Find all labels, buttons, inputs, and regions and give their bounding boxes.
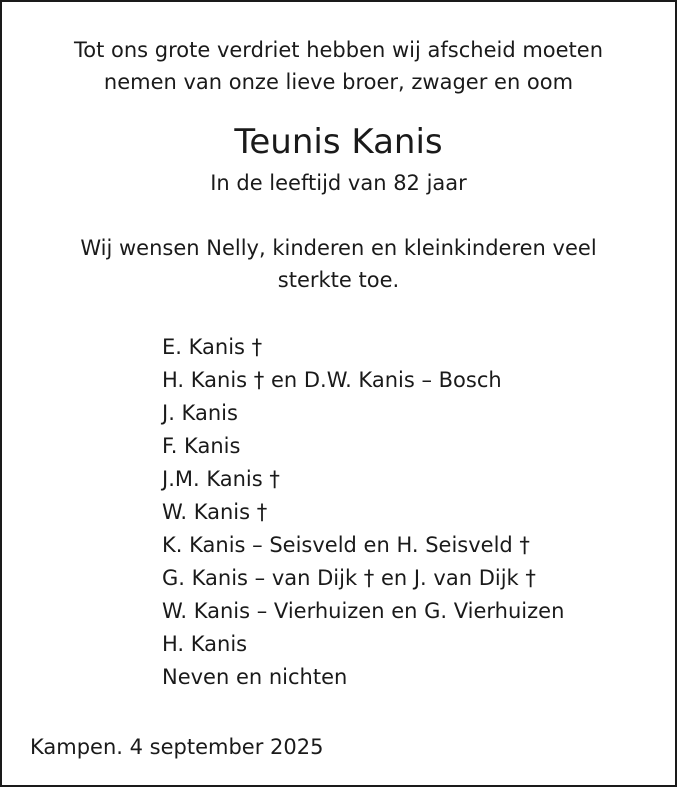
condolence-line-2: sterkte toe.: [277, 268, 400, 292]
family-member: G. Kanis – van Dijk † en J. van Dijk †: [162, 566, 536, 590]
family-member: K. Kanis – Seisveld en H. Seisveld †: [162, 533, 530, 557]
family-member: W. Kanis – Vierhuizen en G. Vierhuizen: [162, 599, 565, 623]
family-member: J.M. Kanis †: [162, 467, 280, 491]
intro-line-1: Tot ons grote verdriet hebben wij afscheid moeten: [73, 38, 604, 62]
family-list: [162, 331, 564, 694]
family-member: W. Kanis †: [162, 500, 268, 524]
family-member: E. Kanis †: [162, 335, 263, 359]
deceased-name: Teunis Kanis: [234, 122, 443, 162]
family-member: H. Kanis † en D.W. Kanis – Bosch: [162, 368, 502, 392]
age-line: In de leeftijd van 82 jaar: [210, 171, 467, 195]
family-member: J. Kanis: [162, 401, 238, 425]
condolence-line-1: Wij wensen Nelly, kinderen en kleinkinderen veel: [80, 236, 597, 260]
family-member: H. Kanis: [162, 632, 248, 656]
intro-text: [2, 34, 675, 98]
family-member: F. Kanis: [162, 434, 241, 458]
intro-line-2: nemen van onze lieve broer, zwager en oom: [103, 70, 574, 94]
place-date: Kampen. 4 september 2025: [30, 735, 324, 759]
family-member: Neven en nichten: [162, 665, 348, 689]
condolence-text: [2, 232, 675, 296]
